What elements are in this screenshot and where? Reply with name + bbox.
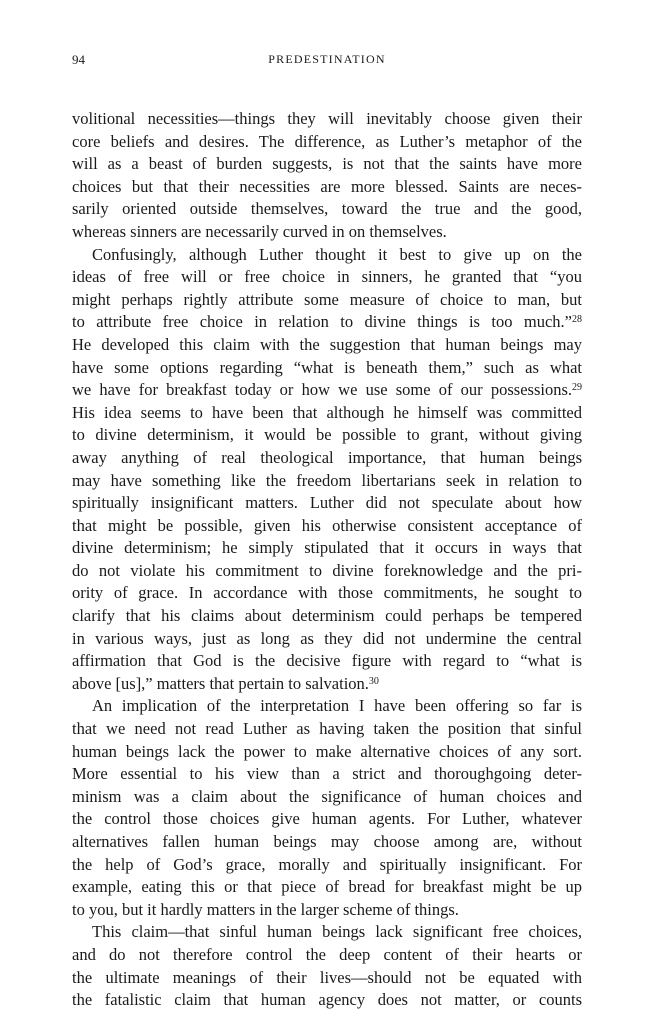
line-text: away anything of real theological importance, that human beings [72, 447, 582, 467]
line-text: minism was a claim about the significance of human choices and [72, 786, 582, 806]
page-number: 94 [72, 52, 85, 67]
text-line [72, 492, 582, 515]
line-text: clarify that his claims about determinism could perhaps be tempered [72, 606, 582, 626]
line-text: An implication of the interpretation I have been offering so far is [92, 696, 582, 716]
text-line [72, 515, 582, 538]
line-text: ideas of free will or free choice in sinners, he granted that “you [72, 267, 582, 287]
text-line [72, 673, 582, 696]
line-text: to attribute free choice in relation to divine things is too much.” [72, 312, 572, 332]
text-line [72, 854, 582, 877]
text-line [72, 379, 582, 402]
text-line [72, 921, 582, 944]
text-line [72, 808, 582, 831]
line-text: the fatalistic claim that human agency does not matter, or counts [72, 990, 582, 1010]
line-text: and do not therefore control the deep content of their hearts or [72, 944, 582, 964]
text-line [72, 628, 582, 651]
text-line [72, 447, 582, 470]
line-text: sarily oriented outside themselves, toward the true and the good, [72, 199, 582, 219]
text-line [72, 741, 582, 764]
text-line [72, 266, 582, 289]
paragraph [72, 244, 582, 696]
line-text: have some options regarding “what is beneath them,” such as what [72, 357, 582, 377]
text-line [72, 786, 582, 809]
line-text: This claim—that sinful human beings lack significant free choices, [92, 922, 582, 942]
text-line [72, 470, 582, 493]
running-head [72, 52, 582, 72]
line-text: we have for breakfast today or how we use some of our possessions. [72, 380, 572, 400]
text-line [72, 537, 582, 560]
text-line [72, 311, 582, 334]
line-text: ority of grace. In accordance with those commitments, he sought to [72, 583, 582, 603]
text-line [72, 402, 582, 425]
text-line [72, 560, 582, 583]
line-text: that we need not read Luther as having taken the position that sinful [72, 719, 582, 739]
line-text: core beliefs and desires. The difference, as Luther’s metaphor of the [72, 131, 582, 151]
running-title: PREDESTINATION [268, 52, 386, 66]
line-text: that might be possible, given his otherwise consistent acceptance of [72, 515, 582, 535]
text-line [72, 899, 582, 922]
text-line [72, 763, 582, 786]
text-line [72, 967, 582, 990]
paragraph [72, 921, 582, 1011]
line-text: might perhaps rightly attribute some measure of choice to man, but [72, 289, 582, 309]
text-line [72, 944, 582, 967]
line-text: alternatives fallen human beings may choose among are, without [72, 832, 582, 851]
line-text: the control those choices give human agents. For Luther, whatever [72, 809, 582, 829]
line-text: the help of God’s grace, morally and spiritually insignificant. For [72, 854, 582, 874]
line-text: divine determinism; he simply stipulated that it occurs in ways that [72, 538, 582, 558]
text-line [72, 176, 582, 199]
text-line [72, 989, 582, 1012]
line-text: spiritually insignificant matters. Luther did not speculate about how [72, 493, 582, 513]
paragraph [72, 108, 582, 244]
footnote-marker[interactable]: 28 [572, 314, 582, 326]
footnote-marker[interactable]: 29 [572, 382, 582, 394]
line-text: whereas sinners are necessarily curved in on themselves. [72, 221, 447, 241]
text-line [72, 221, 582, 244]
line-text: the ultimate meanings of their lives—should not be equated with [72, 967, 582, 987]
line-text: More essential to his view than a strict and thoroughgoing deter- [72, 764, 582, 784]
text-line [72, 695, 582, 718]
text-line [72, 131, 582, 154]
text-line [72, 334, 582, 357]
text-line [72, 831, 582, 854]
text-line [72, 424, 582, 447]
text-line [72, 650, 582, 673]
text-line [72, 605, 582, 628]
paragraph [72, 695, 582, 921]
line-text: to divine determinism, it would be possible to grant, without giving [72, 425, 582, 445]
line-text: will as a beast of burden suggests, is not that the saints have more [72, 154, 582, 174]
text-line [72, 153, 582, 176]
line-text: His idea seems to have been that although he himself was committed [72, 402, 582, 422]
text-line [72, 244, 582, 267]
line-text: above [us],” matters that pertain to salvation. [72, 673, 369, 693]
text-line [72, 108, 582, 131]
body-text [72, 108, 582, 1012]
text-line [72, 289, 582, 312]
line-text: example, eating this or that piece of bread for breakfast might be up [72, 877, 582, 897]
text-line [72, 718, 582, 741]
line-text: human beings lack the power to make alternative choices of any sort. [72, 741, 582, 761]
line-text: to you, but it hardly matters in the larger scheme of things. [72, 899, 459, 919]
line-text: Confusingly, although Luther thought it best to give up on the [92, 244, 582, 264]
line-text: volitional necessities—things they will inevitably choose given their [72, 109, 582, 128]
line-text: do not violate his commitment to divine foreknowledge and the pri- [72, 560, 582, 580]
line-text: He developed this claim with the suggestion that human beings may [72, 334, 582, 354]
line-text: choices but that their necessities are more blessed. Saints are neces- [72, 176, 582, 196]
text-line [72, 582, 582, 605]
line-text: may have something like the freedom libertarians seek in relation to [72, 470, 582, 490]
text-line [72, 357, 582, 380]
text-line [72, 198, 582, 221]
line-text: affirmation that God is the decisive figure with regard to “what is [72, 651, 582, 671]
footnote-marker[interactable]: 30 [368, 675, 379, 687]
line-text: in various ways, just as long as they did not undermine the central [72, 628, 582, 648]
text-line [72, 876, 582, 899]
